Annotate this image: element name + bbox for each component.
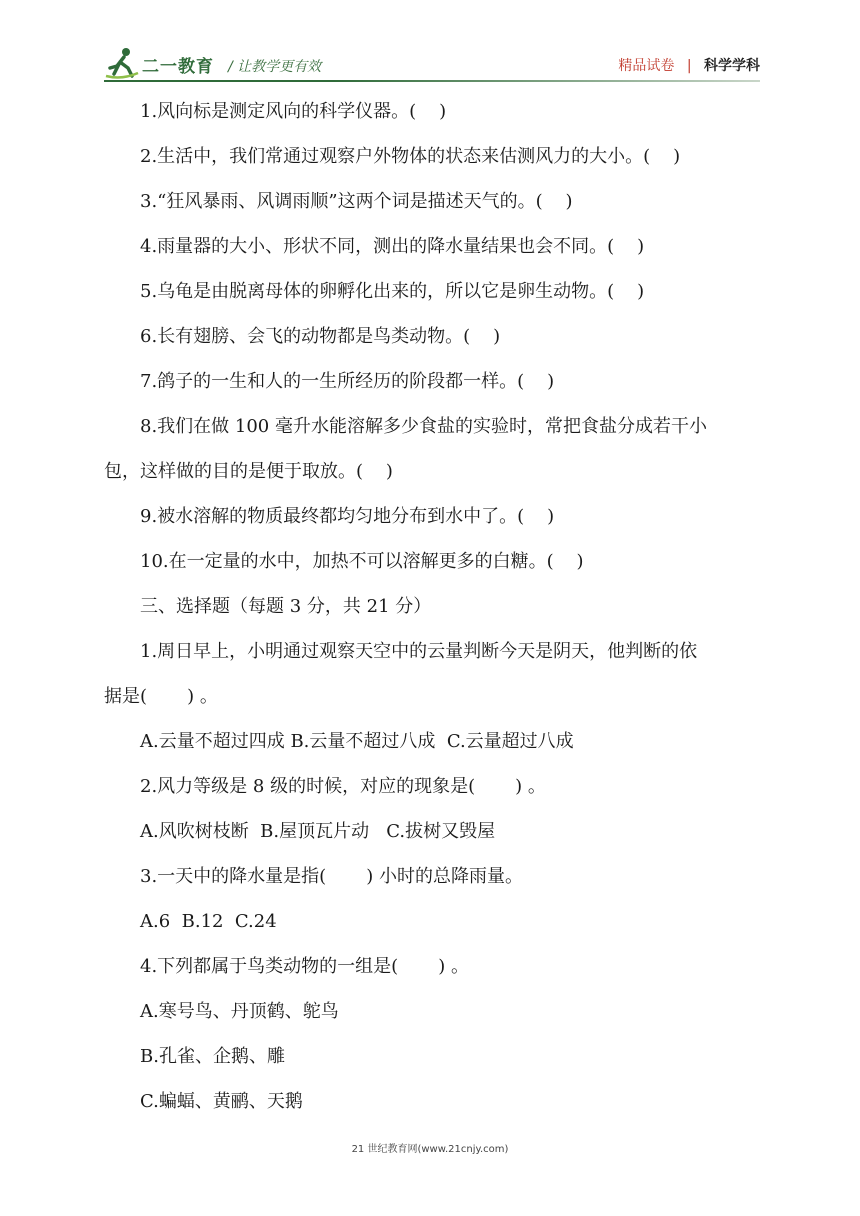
question-line: 2.风力等级是 8 级的时候，对应的现象是( ) 。 (140, 776, 546, 797)
options-line: A.6 B.12 C.24 (140, 911, 277, 932)
question-line-continued: 据是( ) 。 (104, 686, 218, 707)
question-line: 5.乌龟是由脱离母体的卵孵化出来的，所以它是卵生动物。( ) (140, 281, 645, 302)
options-line: A.风吹树枝断 B.屋顶瓦片动 C.拔树又毁屋 (140, 821, 496, 842)
header-separator: | (686, 58, 692, 74)
page-header (0, 0, 860, 90)
question-line: 1.周日早上，小明通过观察天空中的云量判断今天是阴天，他判断的依 (140, 641, 698, 662)
question-line: 1.风向标是测定风向的科学仪器。( ) (140, 101, 447, 122)
slogan: / 让教学更有效 (228, 59, 322, 75)
question-line: 4.雨量器的大小、形状不同，测出的降水量结果也会不同。( ) (140, 236, 645, 257)
question-line: 2.生活中，我们常通过观察户外物体的状态来估测风力的大小。( ) (140, 146, 681, 167)
runner-logo-icon (104, 46, 140, 80)
question-line: 9.被水溶解的物质最终都均匀地分布到水中了。( ) (140, 506, 555, 527)
question-line: 7.鸽子的一生和人的一生所经历的阶段都一样。( ) (140, 371, 555, 392)
header-subject: 科学学科 (704, 58, 760, 74)
options-line: A.寒号鸟、丹顶鹤、鸵鸟 (140, 1001, 339, 1022)
logo (104, 46, 224, 82)
question-line: 10.在一定量的水中，加热不可以溶解更多的白糖。( ) (140, 551, 584, 572)
options-line: C.蝙蝠、黄鹂、天鹅 (140, 1091, 303, 1112)
question-line: 8.我们在做 100 毫升水能溶解多少食盐的实验时，常把食盐分成若干小 (140, 416, 707, 437)
question-line: 6.长有翅膀、会飞的动物都是鸟类动物。( ) (140, 326, 501, 347)
header-divider (104, 80, 760, 82)
question-line: 3.一天中的降水量是指( ) 小时的总降雨量。 (140, 866, 523, 887)
question-line: 3.“狂风暴雨、风调雨顺”这两个词是描述天气的。( ) (140, 191, 573, 212)
section-heading: 三、选择题（每题 3 分，共 21 分） (140, 596, 432, 617)
options-line: A.云量不超过四成 B.云量不超过八成 C.云量超过八成 (140, 731, 574, 752)
options-line: B.孔雀、企鹅、雕 (140, 1046, 285, 1067)
header-right (618, 55, 760, 75)
question-line-continued: 包，这样做的目的是便于取放。( ) (104, 461, 393, 482)
question-line: 4.下列都属于鸟类动物的一组是( ) 。 (140, 956, 469, 977)
brand-name: 二一教育 (142, 57, 214, 77)
page-footer: 21 世纪教育网(www.21cnjy.com) (351, 1144, 509, 1155)
header-tag: 精品试卷 (618, 58, 675, 74)
